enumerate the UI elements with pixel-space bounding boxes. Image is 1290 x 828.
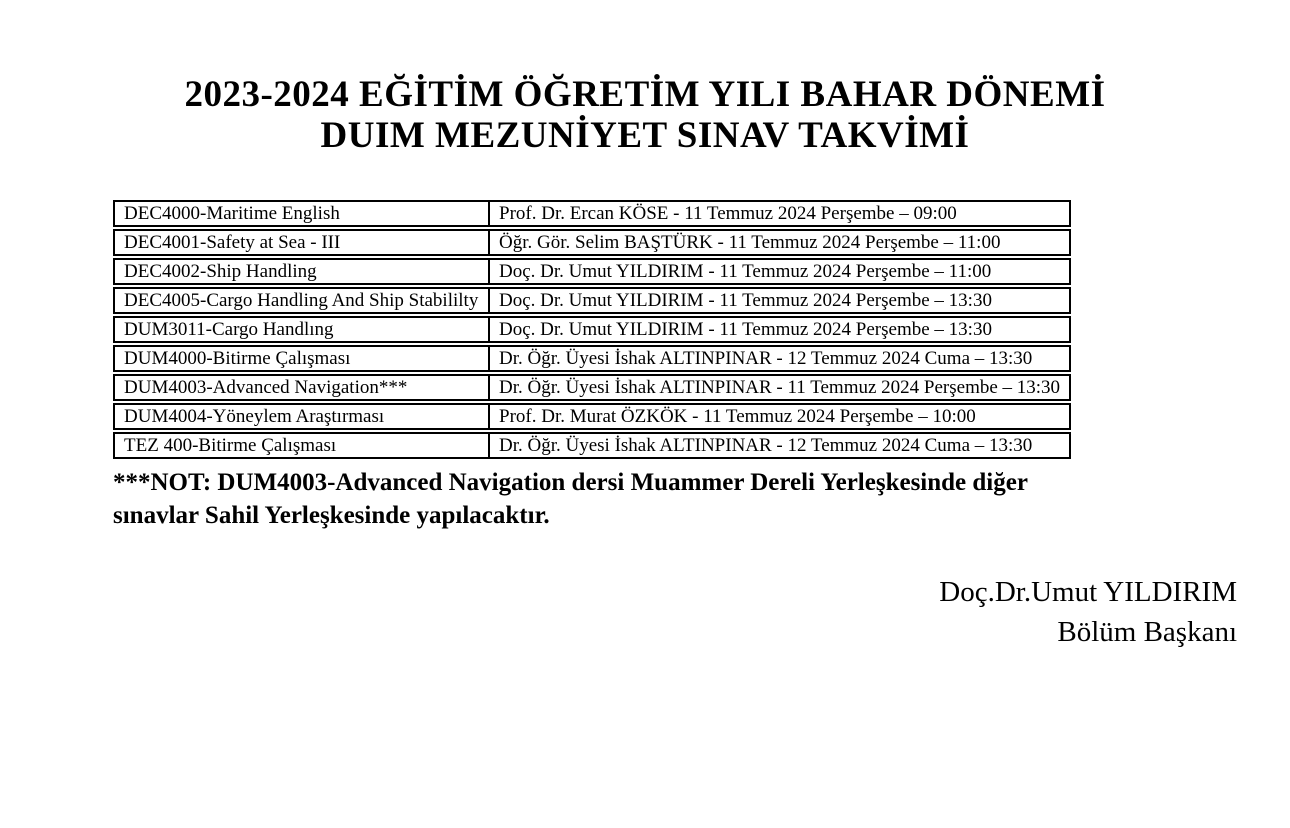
schedule-cell: Dr. Öğr. Üyesi İshak ALTINPINAR - 12 Temmuz 2024 Cuma – 13:30 — [490, 432, 1071, 459]
course-cell: DEC4001-Safety at Sea - III — [113, 229, 490, 256]
schedule-cell: Öğr. Gör. Selim BAŞTÜRK - 11 Temmuz 2024 Perşembe – 11:00 — [490, 229, 1071, 256]
footnote-line2: sınavlar Sahil Yerleşkesinde yapılacaktır. — [113, 502, 550, 529]
course-cell: DUM3011-Cargo Handlıng — [113, 316, 490, 343]
table-row — [113, 374, 1071, 401]
page-title-line2: DUIM MEZUNİYET SINAV TAKVİMİ — [320, 115, 970, 156]
page-title-line1: 2023-2024 EĞİTİM ÖĞRETİM YILI BAHAR DÖNEMİ — [184, 74, 1106, 115]
table-row — [113, 229, 1071, 256]
course-cell: DUM4003-Advanced Navigation*** — [113, 374, 490, 401]
footnote — [113, 466, 1290, 532]
document-page — [0, 74, 1290, 828]
schedule-cell: Doç. Dr. Umut YILDIRIM - 11 Temmuz 2024 Perşembe – 11:00 — [490, 258, 1071, 285]
table-row — [113, 345, 1071, 372]
signature-role: Bölüm Başkanı — [1057, 616, 1237, 648]
table-row — [113, 200, 1071, 227]
signature-block — [0, 572, 1290, 652]
course-cell: DUM4004-Yöneylem Araştırması — [113, 403, 490, 430]
table-row — [113, 432, 1071, 459]
schedule-cell: Prof. Dr. Ercan KÖSE - 11 Temmuz 2024 Perşembe – 09:00 — [490, 200, 1071, 227]
course-cell: DEC4002-Ship Handling — [113, 258, 490, 285]
schedule-cell: Prof. Dr. Murat ÖZKÖK - 11 Temmuz 2024 Perşembe – 10:00 — [490, 403, 1071, 430]
course-cell: DEC4000-Maritime English — [113, 200, 490, 227]
course-cell: DUM4000-Bitirme Çalışması — [113, 345, 490, 372]
schedule-cell: Doç. Dr. Umut YILDIRIM - 11 Temmuz 2024 Perşembe – 13:30 — [490, 316, 1071, 343]
table-row — [113, 258, 1071, 285]
schedule-cell: Doç. Dr. Umut YILDIRIM - 11 Temmuz 2024 Perşembe – 13:30 — [490, 287, 1071, 314]
schedule-cell: Dr. Öğr. Üyesi İshak ALTINPINAR - 11 Temmuz 2024 Perşembe – 13:30 — [490, 374, 1071, 401]
course-cell: TEZ 400-Bitirme Çalışması — [113, 432, 490, 459]
exam-schedule-table — [113, 198, 1071, 461]
table-row — [113, 316, 1071, 343]
schedule-cell: Dr. Öğr. Üyesi İshak ALTINPINAR - 12 Temmuz 2024 Cuma – 13:30 — [490, 345, 1071, 372]
table-row — [113, 403, 1071, 430]
page-title — [0, 74, 1290, 156]
signature-name: Doç.Dr.Umut YILDIRIM — [939, 576, 1237, 608]
table-row — [113, 287, 1071, 314]
course-cell: DEC4005-Cargo Handling And Ship Stabililty — [113, 287, 490, 314]
footnote-line1: ***NOT: DUM4003-Advanced Navigation dersi Muammer Dereli Yerleşkesinde diğer — [113, 469, 1028, 496]
